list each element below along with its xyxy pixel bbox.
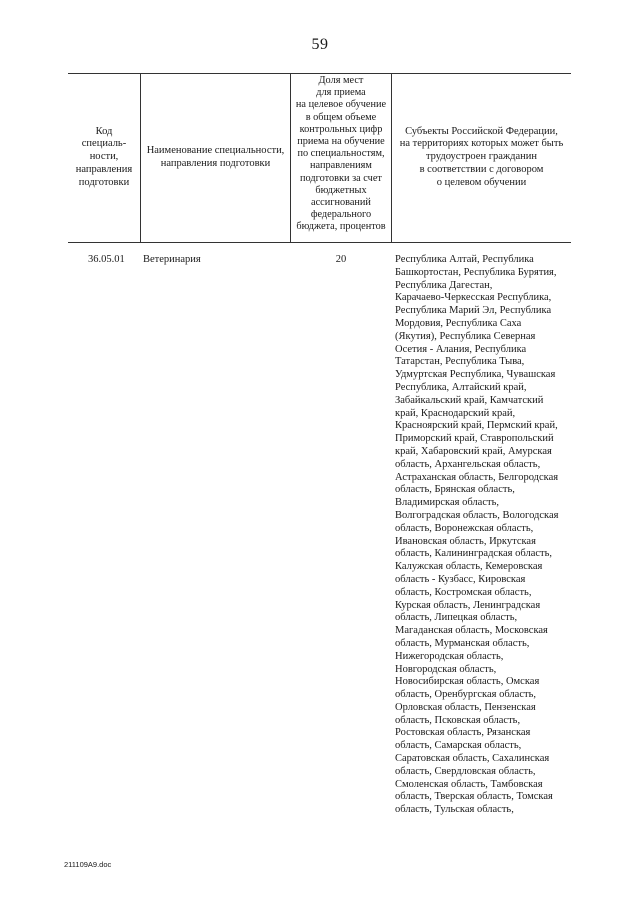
header-name: Наименование специальности, направления подготовки (146, 144, 285, 169)
header-subjects: Субъекты Российской Федерации, на территориях которых может быть трудоустроен гражданин в соответствии с договором о целевом обучении (399, 125, 564, 188)
row-subjects: Республика Алтай, Республика Башкортостан, Республика Бурятия, Республика Дагестан, Карачаево-Черкесская Республика, Республика Марий Эл, Республика Мордовия, Республика Саха (Якутия), Республика Северная Осетия - Алания, Республика Татарстан, Республика Тыва, Удмуртская Республика, Чувашская Республика, Алтайский край, Забайкальский край, Камчатский край, Краснодарский край, Красноярский край, Пермский край, Приморский край, Ставропольский край, Хабаровский край, Амурская область, Архангельская область, Астраханская область, Белгородская область, Брянская область, Владимирская область, Волгоградская область, Вологодская область, Воронежская область, Ивановская область, Иркутская область, Калининградская область, Калужская область, Кемеровская область - Кузбасс, Кировская область, Костромская область, Курская область, Ленинградская область, Липецкая область, Магаданская область, Московская область, Мурманская область, Нижегородская область, Новгородская область, Новосибирская область, Омская область, Оренбургская область, Орловская область, Пензенская область, Псковская область, Ростовская область, Рязанская область, Самарская область, Саратовская область, Сахалинская область, Свердловская область, Смоленская область, Тамбовская область, Тверская область, Томская область, Тульская область, (395, 254, 559, 816)
header-code: Код специаль- ности, направления подготовки (75, 125, 133, 188)
header-share: Доля мест для приема на целевое обучение в общем объеме контрольных цифр приема на обучение по специальностям, направлениям подготовки за счет бюджетных ассигнований федерального бюджета, процентов (295, 75, 387, 233)
document-footer: 211109А9.doc (64, 860, 112, 869)
table-header-bottom-rule (68, 242, 571, 243)
row-code: 36.05.01 (88, 254, 125, 265)
page-number: 59 (311, 36, 329, 53)
row-name: Ветеринария (143, 254, 201, 265)
row-share: 20 (335, 254, 347, 265)
